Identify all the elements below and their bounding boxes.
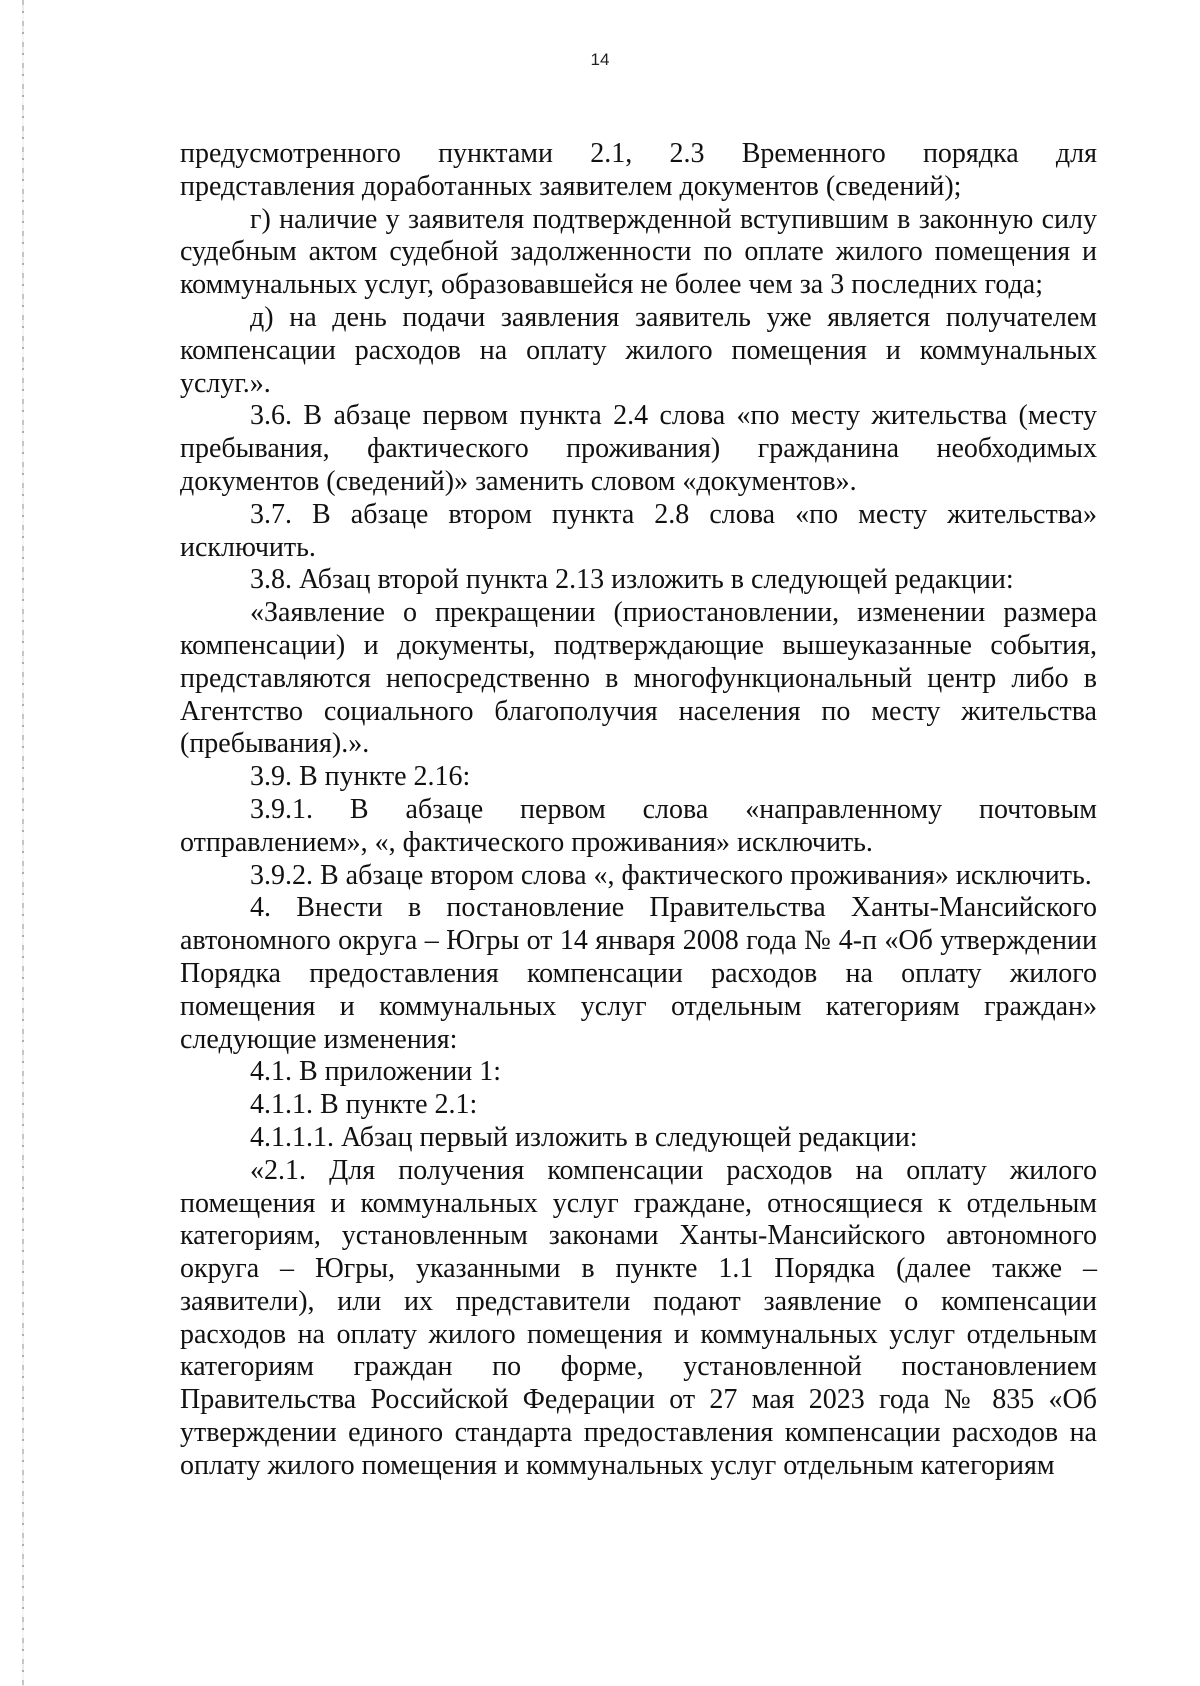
paragraph-item-g: г) наличие у заявителя подтвержденной вступившим в законную силу судебным актом судебной задолженности по оплате жилого помещения и коммунальных услуг, образовавшейся не более чем за 3 последних года;	[180, 203, 1097, 301]
page-number: 14	[590, 50, 610, 69]
paragraph-3-9-2: 3.9.2. В абзаце втором слова «, фактического проживания» исключить.	[250, 859, 1092, 891]
document-body	[180, 138, 1097, 1483]
paragraph-2-1-quote: «2.1. Для получения компенсации расходов на оплату жилого помещения и коммунальных услуг граждане, относящиеся к отдельным категориям, установленным законами Ханты-Мансийского автономного округа – Югры, указанными в пункте 1.1 Порядка (далее также – заявители), или их представители подают заявление о компенсации расходов на оплату жилого помещения и коммунальных услуг отдельным категориям граждан по форме, установленной постановлением Правительства Российской Федерации от 27 мая 2023 года № 835 «Об утверждении единого стандарта предоставления компенсации расходов на оплату жилого помещения и коммунальных услуг отдельным категориям	[180, 1154, 1097, 1481]
paragraph-4-1-1: 4.1.1. В пункте 2.1:	[250, 1089, 478, 1121]
paragraph-4: 4. Внести в постановление Правительства Ханты-Мансийского автономного округа – Югры от 14 января 2008 года № 4-п «Об утверждении Порядка предоставления компенсации расходов на оплату жилого помещения и коммунальных услуг отдельным категориям граждан» следующие изменения:	[180, 892, 1097, 1055]
paragraph-continuation: предусмотренного пунктами 2.1, 2.3 Временного порядка для представления доработанных заявителем документов (сведений);	[180, 138, 1097, 202]
paragraph-3-8: 3.8. Абзац второй пункта 2.13 изложить в следующей редакции:	[250, 564, 1014, 596]
paragraph-3-8-quote: «Заявление о прекращении (приостановлении, изменении размера компенсации) и документы, подтверждающие вышеуказанные события, представляются непосредственно в многофункциональный центр либо в Агентство социального благополучия населения по месту жительства (пребывания).».	[180, 597, 1097, 760]
paragraph-3-9-1: 3.9.1. В абзаце первом слова «направленному почтовым отправлением», «, фактического проживания» исключить.	[180, 793, 1097, 858]
paragraph-3-6: 3.6. В абзаце первом пункта 2.4 слова «по месту жительства (месту пребывания, фактического проживания) гражданина необходимых документов (сведений)» заменить словом «документов».	[180, 400, 1097, 497]
paragraph-item-d: д) на день подачи заявления заявитель уже является получателем компенсации расходов на оплату жилого помещения и коммунальных услуг.».	[180, 301, 1097, 399]
paragraph-3-7: 3.7. В абзаце втором пункта 2.8 слова «по месту жительства» исключить.	[180, 498, 1097, 563]
paragraph-4-1: 4.1. В приложении 1:	[250, 1056, 502, 1088]
paragraph-3-9: 3.9. В пункте 2.16:	[250, 761, 471, 793]
scan-edge	[22, 0, 24, 1686]
paragraph-4-1-1-1: 4.1.1.1. Абзац первый изложить в следующей редакции:	[250, 1121, 918, 1153]
